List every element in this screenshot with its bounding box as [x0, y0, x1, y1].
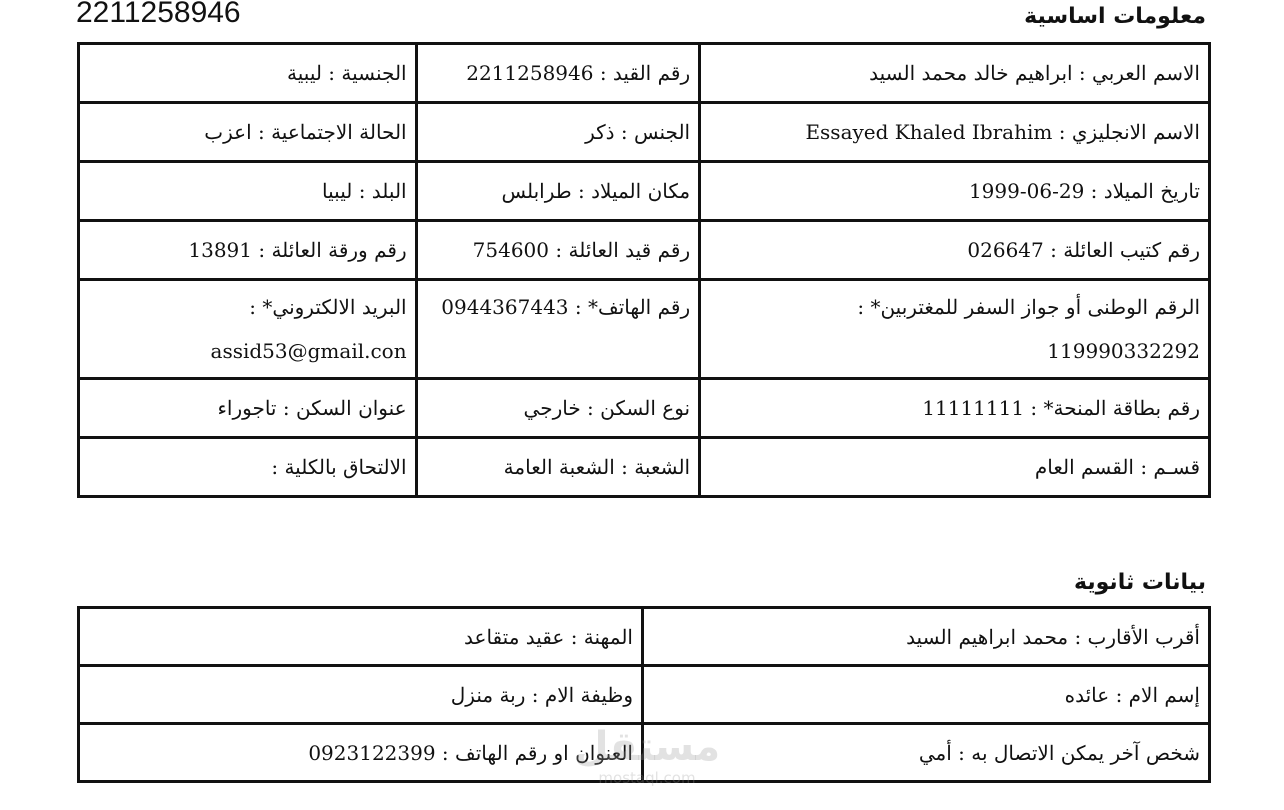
family-sheet-number-cell: رقم ورقة العائلة : 13891 — [79, 221, 417, 280]
department-cell: قسـم : القسم العام — [700, 438, 1210, 497]
table-row — [79, 162, 1210, 221]
college-enrollment-cell: الالتحاق بالكلية : — [79, 438, 417, 497]
division-cell: الشعبة : الشعبة العامة — [416, 438, 700, 497]
table-row — [79, 44, 1210, 103]
phone-number-cell: رقم الهاتف* : 0944367443 — [416, 280, 700, 379]
housing-address-cell: عنوان السكن : تاجوراء — [79, 379, 417, 438]
email-cell: البريد الالكتروني* : assid53@gmail.con — [79, 280, 417, 379]
table-row — [79, 438, 1210, 497]
reference-number: 2211258946 — [76, 0, 241, 29]
emergency-contact-cell: شخص آخر يمكن الاتصال به : أمي — [643, 724, 1210, 782]
basic-info-table — [77, 42, 1211, 498]
section-title-secondary-info: بيانات ثانوية — [1074, 570, 1206, 595]
contact-address-phone-cell: العنوان او رقم الهاتف : 0923122399 — [79, 724, 643, 782]
watermark-domain: mostaql.com — [598, 769, 696, 787]
housing-type-cell: نوع السكن : خارجي — [416, 379, 700, 438]
table-row — [79, 608, 1210, 666]
next-of-kin-cell: أقرب الأقارب : محمد ابراهيم السيد — [643, 608, 1210, 666]
national-id-cell: الرقم الوطنى أو جواز السفر للمغتربين* : 119990332292 — [700, 280, 1210, 379]
arabic-name-cell: الاسم العربي : ابراهيم خالد محمد السيد — [700, 44, 1210, 103]
birth-date-cell: تاريخ الميلاد : 29-06-1999 — [700, 162, 1210, 221]
birth-place-cell: مكان الميلاد : طرابلس — [416, 162, 700, 221]
table-row — [79, 724, 1210, 782]
section-title-basic-info: معلومات اساسية — [1024, 4, 1206, 29]
secondary-info-table — [77, 606, 1211, 783]
table-row — [79, 221, 1210, 280]
family-registry-number-cell: رقم قيد العائلة : 754600 — [416, 221, 700, 280]
table-row — [79, 280, 1210, 379]
family-booklet-number-cell: رقم كتيب العائلة : 026647 — [700, 221, 1210, 280]
mother-name-cell: إسم الام : عائده — [643, 666, 1210, 724]
scholarship-card-cell: رقم بطاقة المنحة* : 11111111 — [700, 379, 1210, 438]
registration-number-cell: رقم القيد : 2211258946 — [416, 44, 700, 103]
profession-cell: المهنة : عقيد متقاعد — [79, 608, 643, 666]
table-row — [79, 103, 1210, 162]
gender-cell: الجنس : ذكر — [416, 103, 700, 162]
watermark-text: مستقل — [573, 724, 721, 770]
table-row — [79, 666, 1210, 724]
english-name-cell: الاسم الانجليزي : Essayed Khaled Ibrahim — [700, 103, 1210, 162]
mother-job-cell: وظيفة الام : ربة منزل — [79, 666, 643, 724]
country-cell: البلد : ليبيا — [79, 162, 417, 221]
marital-status-cell: الحالة الاجتماعية : اعزب — [79, 103, 417, 162]
table-row — [79, 379, 1210, 438]
nationality-cell: الجنسية : ليبية — [79, 44, 417, 103]
